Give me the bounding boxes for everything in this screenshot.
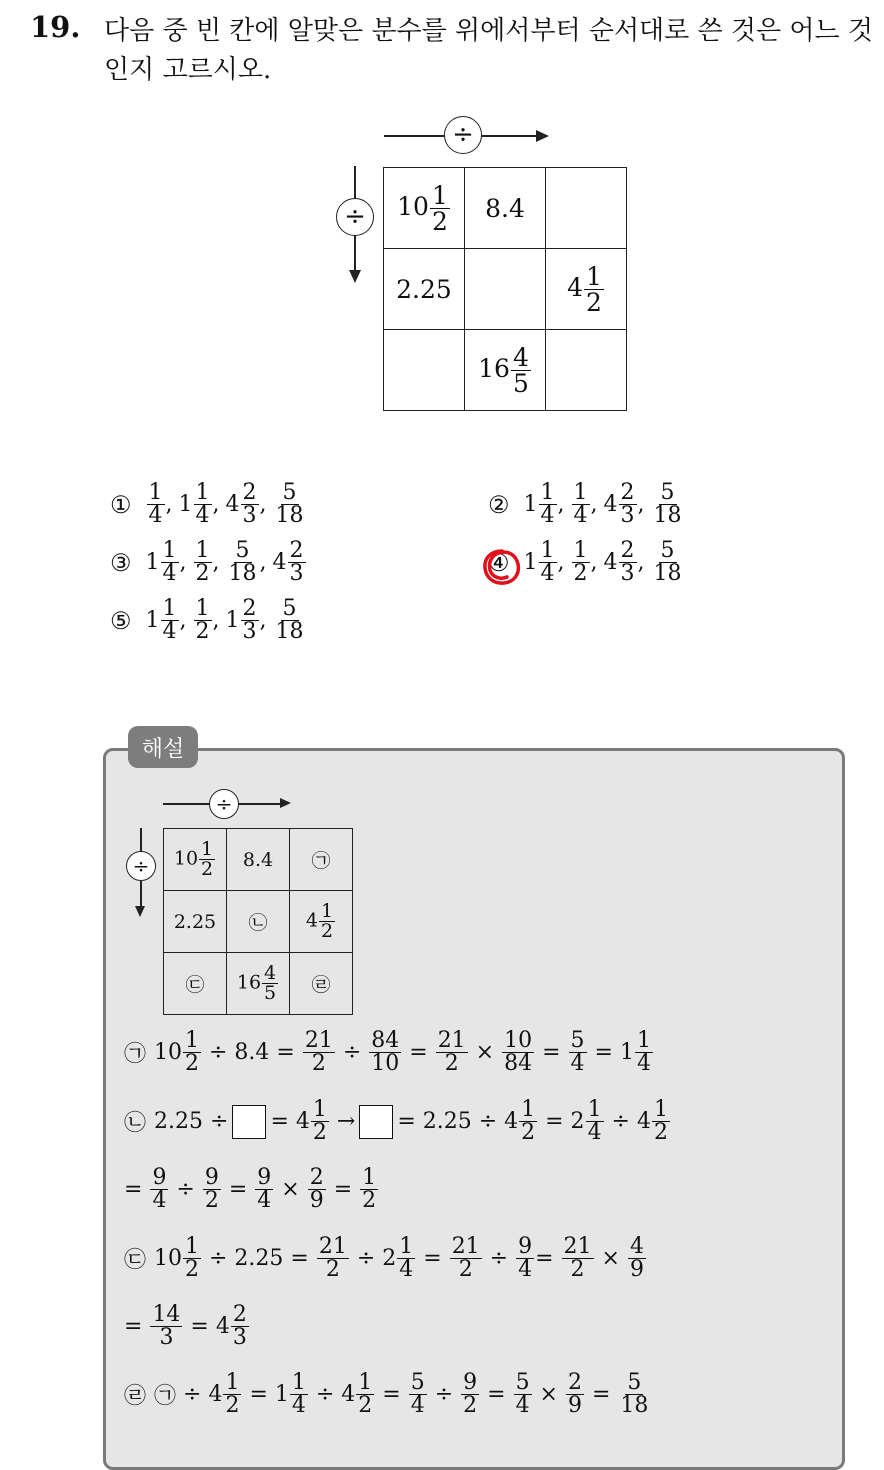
cell-r3c1-blank xyxy=(384,330,465,411)
whole-part: 4 xyxy=(567,272,583,302)
solution-line-1: ㉠ 10 $\frac{1}{2}$ ÷ 8.4 = $\frac{21}{2}$ ÷ $\frac{84}{10}$ = $\frac{21}{2}$ × $\frac{10}{84}$ = $\frac{5}{4}$ = 1 1 4 xyxy=(124,1028,651,1076)
question-number: 19. xyxy=(30,10,81,44)
cell-r2c1: 2.25 xyxy=(384,249,465,330)
denominator: 2 xyxy=(586,287,602,317)
solution-line-3: = $\frac{9}{4}$ ÷ $\frac{9}{2}$ = $\frac{9}{4}$ × $\frac{2}{9}$ = $\frac{1}{2}$ xyxy=(124,1165,377,1213)
solution-line-6: ㉣ ㉠ ÷ 4 $\frac{1}{2}$ = 1 $\frac{1}{4}$ ÷ 4 $\frac{1}{2}$ = $\frac{5}{4}$ ÷ $\frac{9}{2}$ = $\frac{5}{4}$ × $\frac{2}{9}$ = $\frac{5}{18}$ xyxy=(124,1370,649,1418)
cell-r3c2 xyxy=(465,330,546,411)
choice-number: ② xyxy=(488,490,510,519)
blank-box xyxy=(232,1105,266,1139)
question-text: 다음 중 빈 칸에 알맞은 분수를 위에서부터 순서대로 쓴 것은 어느 것인지 고르시오. xyxy=(104,16,874,85)
cell-r2c3 xyxy=(546,249,627,330)
denominator: 5 xyxy=(512,368,529,398)
choice-5[interactable]: ⑤ 1 1 4 , 1 2 , 1 2 3 , 5 18 xyxy=(110,596,304,644)
numerator: 1 xyxy=(586,261,602,291)
ex-cell-r3c2: 16 $\frac{4}{5}$ xyxy=(227,953,290,1015)
ex-cell-blank-3: ㉢ xyxy=(164,953,227,1015)
cell-r1c3-blank xyxy=(546,168,627,249)
solution-line-2: ㉡ 2.25 ÷ = 4 1 2 → = 2.25 ÷ 4 $\frac{1}{2}$ = 2 $\frac{1}{4}$ ÷ 4 1 2 xyxy=(124,1097,668,1145)
explanation-grid xyxy=(163,828,353,1015)
ex-cell-blank-4: ㉣ xyxy=(290,953,353,1015)
problem-grid xyxy=(383,167,627,411)
ex-cell-blank-1: ㉠ xyxy=(290,829,353,891)
explanation-tag: 해설 xyxy=(128,726,198,768)
cell-r3c3-blank xyxy=(546,330,627,411)
whole-part: 16 xyxy=(478,353,510,383)
numerator: 4 xyxy=(512,342,529,372)
divide-operator-vertical: ÷ xyxy=(336,198,374,236)
whole-part: 10 xyxy=(397,191,429,221)
blank-marker: ㉡ xyxy=(124,1111,147,1136)
choice-4[interactable]: ④ 1 1 4 , 1 2 , 4 2 3 , 5 18 xyxy=(488,538,682,586)
ex-cell-r1c2: 8.4 xyxy=(227,829,290,891)
choice-number: ① xyxy=(110,490,132,519)
arrow-head-right-small xyxy=(280,798,291,808)
denominator: 2 xyxy=(431,206,448,236)
choice-number: ⑤ xyxy=(110,606,132,635)
choice-2[interactable]: ② 1 1 4 , 1 4 , 4 2 3 , 5 18 xyxy=(488,480,682,528)
choice-1[interactable]: ① 1 4 , 1 1 4 , 4 2 3 , 5 18 xyxy=(110,480,304,528)
divide-operator-horizontal-small: ÷ xyxy=(209,789,239,819)
arrow-head-right xyxy=(536,130,549,142)
divide-operator-horizontal: ÷ xyxy=(444,116,482,154)
arrow-head-down xyxy=(349,270,361,283)
blank-marker: ㉣ xyxy=(124,1384,147,1409)
cell-r2c2-blank xyxy=(465,249,546,330)
cell-r1c2: 8.4 xyxy=(465,168,546,249)
solution-line-5: = $\frac{14}{3}$ = 4 2 3 xyxy=(124,1302,247,1350)
cell-r1c1 xyxy=(384,168,465,249)
blank-marker: ㉠ xyxy=(124,1042,147,1067)
choice-3[interactable]: ③ 1 1 4 , 1 2 , 5 18 , 4 2 3 xyxy=(110,538,304,586)
divide-operator-vertical-small: ÷ xyxy=(126,851,156,881)
numerator: 1 xyxy=(431,180,448,210)
choice-number: ③ xyxy=(110,548,132,577)
solution-line-4: ㉢ 10 $\frac{1}{2}$ ÷ 2.25 = $\frac{21}{2}$ ÷ 2 $\frac{1}{4}$ = $\frac{21}{2}$ ÷ $\frac{9}{4}$ = $\frac{21}{2}$ × $\frac{4}{9}$ xyxy=(124,1234,644,1282)
choice-number: ④ xyxy=(488,548,510,577)
arrow-head-down-small xyxy=(135,906,145,917)
blank-marker: ㉢ xyxy=(124,1248,147,1273)
ex-cell-r2c1: 2.25 xyxy=(164,891,227,953)
ex-cell-r2c3: 4 $\frac{1}{2}$ xyxy=(290,891,353,953)
blank-box xyxy=(359,1105,393,1139)
selected-answer-mark xyxy=(480,545,524,589)
ex-cell-blank-2: ㉡ xyxy=(227,891,290,953)
ex-cell-r1c1: 10 $\frac{1}{2}$ xyxy=(164,829,227,891)
